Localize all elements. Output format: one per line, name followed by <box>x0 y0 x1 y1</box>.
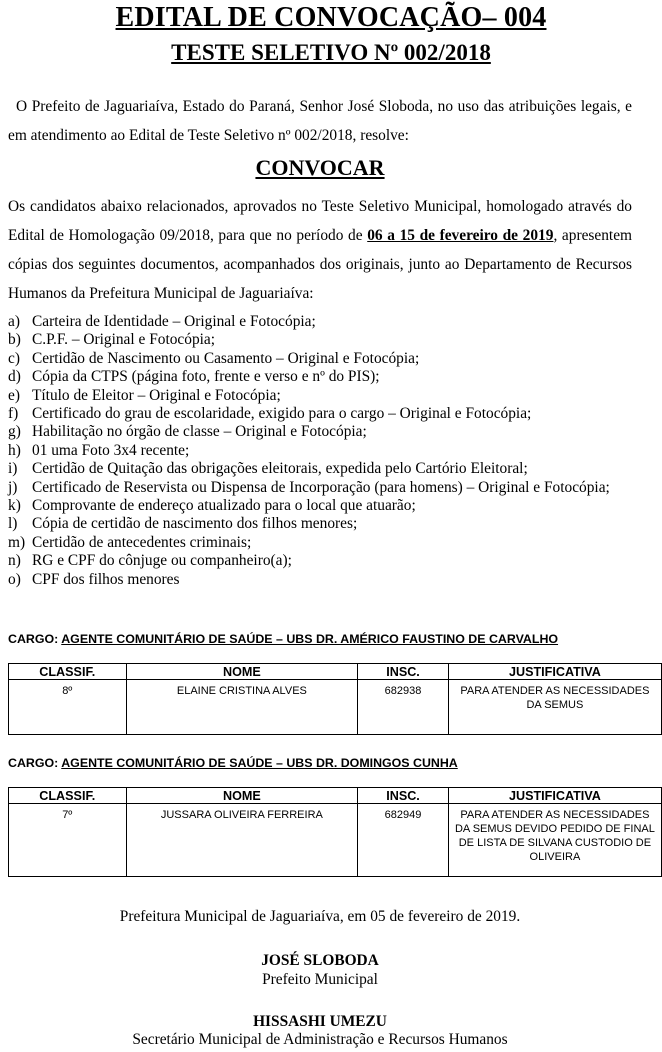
list-item-text: Carteira de Identidade – Original e Fotocópia; <box>32 313 316 330</box>
list-item-letter: o) <box>8 570 21 588</box>
cell-insc: 682938 <box>358 680 449 735</box>
header-insc: INSC. <box>358 664 449 680</box>
signer-1-name: JOSÉ SLOBODA <box>261 952 379 969</box>
list-item-letter: k) <box>8 497 21 515</box>
cargo-name: AGENTE COMUNITÁRIO DE SAÚDE – UBS DR. AMÉRICO FAUSTINO DE CARVALHO <box>61 632 559 646</box>
list-item <box>8 497 634 515</box>
header-insc: INSC. <box>358 788 449 804</box>
candidates-table-2 <box>8 787 662 877</box>
cargo-label: CARGO: <box>8 756 62 770</box>
table-row <box>9 804 662 877</box>
convocar-heading: CONVOCAR <box>255 155 385 180</box>
list-item <box>8 368 634 386</box>
cargo-name: AGENTE COMUNITÁRIO DE SAÚDE – UBS DR. DOMINGOS CUNHA <box>61 756 458 770</box>
cell-justificativa: PARA ATENDER AS NECESSIDADES DA SEMUS DEVIDO PEDIDO DE FINAL DE LISTA DE SILVANA CUSTODIO DE OLIVEIRA <box>448 804 661 877</box>
list-item <box>8 479 634 497</box>
header-classif: CLASSIF. <box>9 788 127 804</box>
body-text-part1: Os candidatos abaixo relacionados, aprovados no Teste Seletivo Municipal, homologado através do Edital de Homologação 09/2018, para que no período de <box>8 198 632 244</box>
cell-classif: 7º <box>9 804 127 877</box>
list-item <box>8 313 634 331</box>
header-nome: NOME <box>126 664 358 680</box>
cargo-heading-2 <box>8 756 458 770</box>
list-item-letter: l) <box>8 515 18 533</box>
candidates-table-1 <box>8 663 662 735</box>
list-item-letter: j) <box>8 478 18 496</box>
list-item-letter: d) <box>8 368 21 386</box>
date-line: Prefeitura Municipal de Jaguariaíva, em 05 de fevereiro de 2019. <box>119 908 521 925</box>
signer-1-role: Prefeito Municipal <box>262 971 378 988</box>
document-list <box>8 313 634 589</box>
table-header-row <box>9 788 662 804</box>
document-subtitle: TESTE SELETIVO Nº 002/2018 <box>171 40 491 65</box>
list-item <box>8 534 634 552</box>
list-item-text: CPF dos filhos menores <box>32 570 180 588</box>
header-classif: CLASSIF. <box>9 664 127 680</box>
list-item-letter: m) <box>8 533 26 551</box>
list-item-text: Certificado do grau de escolaridade, exigido para o cargo – Original e Fotocópia; <box>32 405 532 423</box>
cargo-label: CARGO: <box>8 632 62 646</box>
list-item <box>8 571 634 589</box>
list-item-text: Cópia da CTPS (página foto, frente e verso e nº do PIS); <box>32 368 380 386</box>
list-item-letter: n) <box>8 552 21 570</box>
list-item <box>8 331 634 349</box>
list-item-letter: i) <box>8 460 18 478</box>
list-item <box>8 423 634 441</box>
list-item <box>8 405 634 423</box>
list-item-letter: g) <box>8 423 21 441</box>
list-item-text: C.P.F. – Original e Fotocópia; <box>32 331 216 349</box>
body-text-part2: , apresentem cópias dos seguintes documentos, acompanhados dos originais, junto ao Departamento de Recursos Humanos da Prefeitura Municipal de Jaguariaíva: <box>8 227 632 302</box>
table-header-row <box>9 664 662 680</box>
signer-2-name: HISSASHI UMEZU <box>253 1013 387 1030</box>
document-title: EDITAL DE CONVOCAÇÃO– 004 <box>115 2 547 33</box>
header-justificativa: JUSTIFICATIVA <box>448 788 661 804</box>
list-item-letter: a) <box>8 313 20 330</box>
cell-justificativa: PARA ATENDER AS NECESSIDADES DA SEMUS <box>448 680 661 735</box>
list-item-text: Título de Eleitor – Original e Fotocópia; <box>32 386 281 404</box>
list-item-text: 01 uma Foto 3x4 recente; <box>32 441 190 459</box>
list-item-letter: e) <box>8 386 20 404</box>
list-item-text: Habilitação no órgão de classe – Original e Fotocópia; <box>32 423 367 441</box>
intro-paragraph: O Prefeito de Jaguariaíva, Estado do Paraná, Senhor José Sloboda, no uso das atribuições legais, e em atendimento ao Edital de Teste Seletivo nº 002/2018, resolve: <box>8 98 632 144</box>
list-item-letter: b) <box>8 331 21 349</box>
list-item-text: Certidão de antecedentes criminais; <box>32 533 252 551</box>
cell-nome: ELAINE CRISTINA ALVES <box>126 680 358 735</box>
body-paragraph <box>8 192 632 308</box>
cell-classif: 8º <box>9 680 127 735</box>
list-item-text: Certidão de Nascimento ou Casamento – Original e Fotocópia; <box>32 349 420 367</box>
list-item-letter: c) <box>8 349 20 367</box>
list-item-text: RG e CPF do cônjuge ou companheiro(a); <box>32 552 292 570</box>
list-item <box>8 350 634 368</box>
cell-insc: 682949 <box>358 804 449 877</box>
period-highlight: 06 a 15 de fevereiro de 2019 <box>367 227 554 244</box>
list-item-letter: h) <box>8 441 21 459</box>
header-nome: NOME <box>126 788 358 804</box>
list-item <box>8 442 634 460</box>
list-item-text: Certificado de Reservista ou Dispensa de Incorporação (para homens) – Original e Fotocópia; <box>32 478 610 496</box>
list-item-letter: f) <box>8 405 19 423</box>
cell-nome: JUSSARA OLIVEIRA FERREIRA <box>126 804 358 877</box>
list-item-text: Comprovante de endereço atualizado para o local que atuarão; <box>32 497 416 515</box>
list-item-text: Cópia de certidão de nascimento dos filhos menores; <box>32 515 358 533</box>
list-item-text: Certidão de Quitação das obrigações eleitorais, expedida pelo Cartório Eleitoral; <box>32 460 528 478</box>
list-item <box>8 515 634 533</box>
list-item <box>8 552 634 570</box>
signer-2-role: Secretário Municipal de Administração e Recursos Humanos <box>132 1031 508 1048</box>
list-item <box>8 460 634 478</box>
header-justificativa: JUSTIFICATIVA <box>448 664 661 680</box>
table-row <box>9 680 662 735</box>
cargo-heading-1 <box>8 632 558 646</box>
list-item <box>8 387 634 405</box>
